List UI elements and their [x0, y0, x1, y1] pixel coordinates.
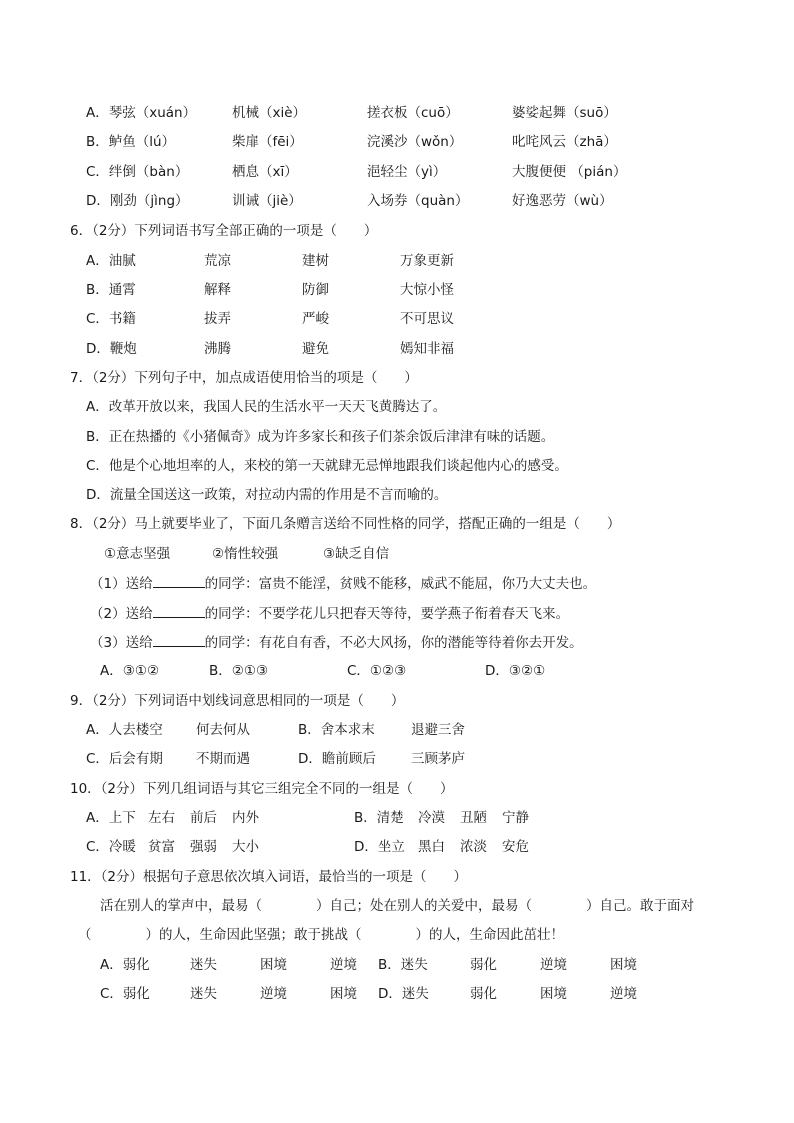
q8-stem: 8．（2分）马上就要毕业了，下面几条赠言送给不同性格的同学，搭配正确的一组是（ ）	[70, 516, 621, 532]
q11-b-2: 弱化	[470, 957, 497, 973]
q8-trait-2: ②惰性较强	[212, 546, 279, 562]
q6-d-3: 避免	[302, 341, 329, 357]
q8-item-3-prefix: （3）送给	[90, 635, 153, 651]
q11-passage-line-1: 活在别人的掌声中，最易（ ）自己；处在别人的关爱中，最易（ ）自己。敢于面对	[100, 898, 694, 914]
q9-a-2: 何去何从	[196, 722, 250, 738]
q9-stem: 9．（2分）下列词语中划线词意思相同的一项是（ ）	[70, 693, 405, 709]
q9-b-1: B．舍本求末	[298, 722, 375, 738]
q11-a-1: A．弱化	[100, 957, 150, 973]
q10-b-3: 丑陋	[460, 810, 487, 826]
q9-c-2: 不期而遇	[196, 751, 250, 767]
q10-d-1: D．坐立	[354, 839, 405, 855]
q10-a-2: 左右	[148, 810, 175, 826]
q11-d-1: D．迷失	[378, 986, 429, 1002]
q6-stem: 6．（2分）下列词语书写全部正确的一项是（ ）	[70, 223, 378, 239]
q10-c-4: 大小	[232, 839, 259, 855]
q6-d-2: 沸腾	[204, 341, 231, 357]
q8-item-1-blank	[153, 573, 205, 588]
q5-d-2: 训诫（jiè）	[232, 193, 302, 209]
q7-option-b: B．正在热播的《小猪佩奇》成为许多家长和孩子们茶余饭后津津有味的话题。	[86, 429, 555, 445]
q9-b-2: 退避三舍	[411, 722, 465, 738]
q8-item-3-blank	[153, 632, 205, 647]
q6-d-4: 嫣知非福	[400, 341, 454, 357]
q5-d-4: 好逸恶劳（wù）	[512, 193, 613, 209]
q5-d-1: D．刚劲（jìng）	[86, 193, 189, 209]
q6-b-1: B．通霄	[86, 282, 136, 298]
q8-option-d: D．③②①	[485, 663, 546, 679]
q5-a-3: 搓衣板（cuō）	[367, 105, 459, 121]
q5-b-4: 叱咤风云（zhā）	[512, 134, 617, 150]
q11-a-2: 迷失	[190, 957, 217, 973]
q10-b-2: 冷漠	[418, 810, 445, 826]
q6-b-4: 大惊小怪	[400, 282, 454, 298]
q11-stem: 11．（2分）根据句子意思依次填入词语，最恰当的一项是（ ）	[70, 869, 468, 885]
q6-b-2: 解释	[204, 282, 231, 298]
q10-a-3: 前后	[190, 810, 217, 826]
q7-option-d: D．流量全国送这一政策，对拉动内需的作用是不言而喻的。	[86, 487, 448, 503]
q8-item-3	[90, 632, 583, 653]
q8-trait-3: ③缺乏自信	[323, 546, 390, 562]
q6-d-1: D．鞭炮	[86, 341, 137, 357]
q6-a-2: 荒凉	[204, 253, 231, 269]
q6-a-1: A．油腻	[86, 253, 136, 269]
q8-item-2-prefix: （2）送给	[90, 606, 153, 622]
q10-b-1: B．清楚	[354, 810, 404, 826]
q5-b-1: B．鲈鱼（lú）	[86, 134, 176, 150]
q5-b-3: 浣溪沙（wǒn）	[367, 134, 463, 150]
q5-c-3: 浥轻尘（yì）	[367, 164, 447, 180]
q8-item-1-prefix: （1）送给	[90, 576, 153, 592]
q11-c-1: C．弱化	[100, 986, 150, 1002]
q5-a-4: 婆娑起舞（suō）	[512, 105, 617, 121]
q10-stem: 10．（2分）下列几组词语与其它三组完全不同的一组是（ ）	[70, 781, 454, 797]
q8-item-1-text: 的同学：富贵不能淫，贫贱不能移，威武不能屈，你乃大丈夫也。	[204, 576, 597, 592]
q7-stem: 7．（2分）下列句子中，加点成语使用恰当的项是（ ）	[70, 370, 418, 386]
q5-b-2: 柴扉（fēi）	[232, 134, 303, 150]
q11-b-3: 逆境	[540, 957, 567, 973]
q6-c-2: 拔弄	[204, 311, 231, 327]
q8-item-2-text: 的同学：不要学花儿只把春天等待，要学燕子衔着春天飞来。	[204, 606, 570, 622]
q8-item-3-text: 的同学：有花自有香，不必大风扬，你的潜能等待着你去开发。	[204, 635, 583, 651]
q10-d-2: 黑白	[418, 839, 445, 855]
q11-d-2: 弱化	[470, 986, 497, 1002]
q11-c-2: 迷失	[190, 986, 217, 1002]
q10-c-1: C．冷暖	[86, 839, 136, 855]
q11-passage-line-2: （ ）的人，生命因此坚强；敢于挑战（ ）的人，生命因此茁壮！	[78, 927, 564, 943]
q9-a-1: A．人去楼空	[86, 722, 163, 738]
q7-option-a: A．改革开放以来，我国人民的生活水平一天天飞黄腾达了。	[86, 399, 447, 415]
q10-d-4: 安危	[502, 839, 529, 855]
q5-a-2: 机械（xiè）	[232, 105, 307, 121]
q11-d-3: 困境	[540, 986, 567, 1002]
q5-c-2: 栖息（xī）	[232, 164, 298, 180]
q6-b-3: 防御	[302, 282, 329, 298]
q10-c-3: 强弱	[190, 839, 217, 855]
q9-d-1: D．瞻前顾后	[298, 751, 376, 767]
q6-c-1: C．书籍	[86, 311, 136, 327]
q10-a-4: 内外	[232, 810, 259, 826]
q11-a-3: 困境	[260, 957, 287, 973]
q8-item-2	[90, 603, 569, 624]
q11-b-4: 困境	[610, 957, 637, 973]
q8-option-a: A．③①②	[100, 663, 160, 679]
q5-c-1: C．绊倒（bàn）	[86, 164, 189, 180]
q10-c-2: 贫富	[148, 839, 175, 855]
q8-item-2-blank	[153, 603, 205, 618]
q8-option-c: C．①②③	[347, 663, 407, 679]
q11-c-3: 逆境	[260, 986, 287, 1002]
q6-c-3: 严峻	[302, 311, 329, 327]
q5-d-3: 入场券（quàn）	[367, 193, 469, 209]
q5-c-4: 大腹便便 （pián）	[512, 164, 627, 180]
q6-c-4: 不可思议	[400, 311, 454, 327]
q6-a-4: 万象更新	[400, 253, 454, 269]
q6-a-3: 建树	[302, 253, 329, 269]
q8-item-1	[90, 573, 596, 594]
q8-option-b: B．②①③	[209, 663, 269, 679]
q7-option-c: C．他是个心地坦率的人，来校的第一天就肆无忌惮地跟我们谈起他内心的感受。	[86, 458, 568, 474]
q11-a-4: 逆境	[330, 957, 357, 973]
q10-b-4: 宁静	[502, 810, 529, 826]
q11-d-4: 逆境	[610, 986, 637, 1002]
q11-b-1: B．迷失	[378, 957, 428, 973]
q8-trait-1: ①意志坚强	[104, 546, 171, 562]
q9-c-1: C．后会有期	[86, 751, 163, 767]
q9-d-2: 三顾茅庐	[411, 751, 465, 767]
q10-d-3: 浓淡	[460, 839, 487, 855]
q10-a-1: A．上下	[86, 810, 136, 826]
q11-c-4: 困境	[330, 986, 357, 1002]
q5-a-1: A．琴弦（xuán）	[86, 105, 197, 121]
